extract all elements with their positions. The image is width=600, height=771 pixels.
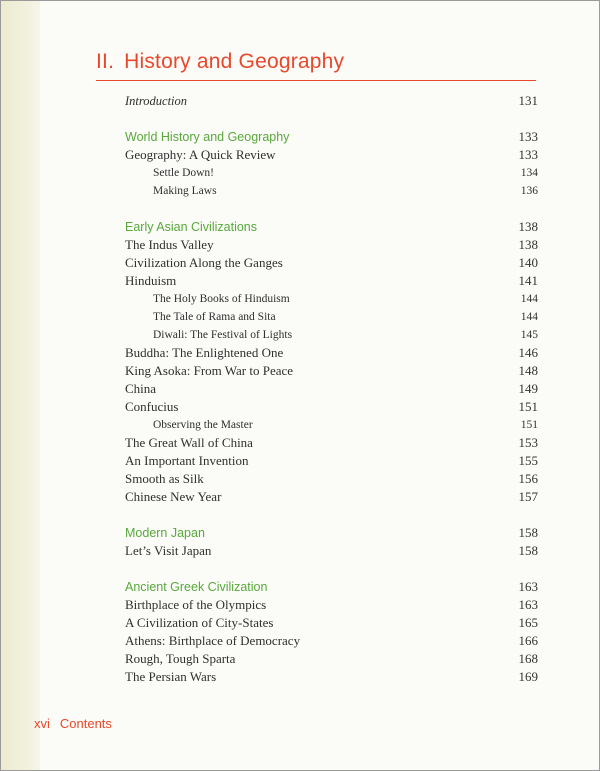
toc-entry-title: Buddha: The Enlightened One	[125, 345, 284, 360]
toc-entry-title: Chinese New Year	[125, 489, 222, 504]
toc-entry	[125, 380, 538, 398]
section-number: II.	[96, 50, 115, 73]
toc-page-number: 156	[518, 471, 538, 486]
toc-entry-title: Birthplace of the Olympics	[125, 597, 267, 612]
toc-entry	[125, 254, 538, 272]
toc-page-number: 146	[518, 345, 538, 360]
toc-entry	[125, 344, 538, 362]
toc-entry-title: Observing the Master	[153, 419, 253, 431]
toc-subentry	[125, 326, 538, 344]
toc-page-number: 140	[518, 255, 538, 270]
toc-page-number: 144	[520, 311, 538, 323]
toc-entry	[125, 236, 538, 254]
toc-page-number: 133	[518, 129, 538, 144]
toc-entry-title: Making Laws	[153, 185, 217, 197]
toc-page-number: 163	[518, 579, 538, 594]
toc-page-number: 169	[518, 669, 538, 684]
toc-entry-title: Settle Down!	[153, 167, 215, 179]
toc-section-heading	[125, 524, 538, 542]
section-name: History and Geography	[124, 50, 345, 73]
toc-entry-title: The Indus Valley	[125, 237, 214, 252]
toc-page-number: 141	[518, 273, 538, 288]
toc-entry-title: Early Asian Civilizations	[125, 220, 257, 234]
toc-entry-title: Ancient Greek Civilization	[125, 580, 268, 594]
toc-subentry	[125, 164, 538, 182]
toc-entry-title: Introduction	[125, 94, 188, 108]
toc-page-number: 168	[518, 651, 538, 666]
toc-spacer	[125, 560, 538, 578]
footer-page-number: xvi	[34, 716, 50, 731]
toc-page-number: 151	[520, 419, 538, 431]
toc-entry	[125, 632, 538, 650]
toc-entry-title: A Civilization of City-States	[125, 615, 274, 630]
toc-entry-title: Hinduism	[125, 273, 177, 288]
toc-section-heading	[125, 128, 538, 146]
toc-page-number: 145	[520, 329, 538, 341]
toc-entry	[125, 650, 538, 668]
toc-entry-title: World History and Geography	[125, 130, 290, 144]
toc-page-number: 165	[518, 615, 538, 630]
page-margin-strip	[0, 0, 40, 771]
toc-page-number: 158	[518, 543, 538, 558]
table-of-contents	[125, 92, 538, 686]
toc-entry-title: An Important Invention	[125, 453, 249, 468]
toc-section-heading	[125, 218, 538, 236]
toc-entry-title: The Great Wall of China	[125, 435, 253, 450]
toc-page-number: 138	[518, 219, 538, 234]
toc-page-number: 144	[520, 293, 538, 305]
toc-page-number: 158	[518, 525, 538, 540]
toc-entry-title: Diwali: The Festival of Lights	[153, 329, 293, 341]
toc-entry	[125, 434, 538, 452]
toc-page-number: 133	[518, 147, 538, 162]
page-footer	[34, 716, 112, 731]
toc-page-number: 149	[518, 381, 538, 396]
toc-entry	[125, 614, 538, 632]
toc-entry-title: Geography: A Quick Review	[125, 147, 276, 162]
toc-page-number: 155	[518, 453, 538, 468]
toc-page-number: 136	[520, 185, 538, 197]
toc-entry	[125, 362, 538, 380]
toc-page-number: 134	[520, 167, 538, 179]
toc-entry	[125, 398, 538, 416]
toc-subentry	[125, 416, 538, 434]
toc-spacer	[125, 200, 538, 218]
toc-entry-title: Smooth as Silk	[125, 471, 204, 486]
toc-spacer	[125, 110, 538, 128]
toc-entry-title: Confucius	[125, 399, 179, 414]
toc-entry-title: The Persian Wars	[125, 669, 217, 684]
toc-entry	[125, 452, 538, 470]
toc-page-number: 153	[518, 435, 538, 450]
toc-entry-title: China	[125, 381, 157, 396]
toc-entry-title: The Tale of Rama and Sita	[153, 311, 276, 323]
toc-entry	[125, 470, 538, 488]
toc-entry	[125, 596, 538, 614]
footer-label: Contents	[59, 716, 112, 731]
toc-entry-title: Let’s Visit Japan	[125, 543, 212, 558]
toc-subentry	[125, 290, 538, 308]
toc-entry-title: Modern Japan	[125, 526, 205, 540]
toc-entry-title: The Holy Books of Hinduism	[153, 293, 290, 305]
toc-entry-title: Civilization Along the Ganges	[125, 255, 283, 270]
toc-section-heading	[125, 578, 538, 596]
section-title	[96, 50, 344, 74]
toc-page-number: 166	[518, 633, 538, 648]
toc-entry	[125, 272, 538, 290]
toc-introduction	[125, 92, 538, 110]
toc-page-number: 131	[518, 93, 538, 108]
toc-entry-title: King Asoka: From War to Peace	[125, 363, 294, 378]
toc-entry	[125, 542, 538, 560]
toc-subentry	[125, 308, 538, 326]
title-rule	[96, 80, 536, 81]
toc-page-number: 157	[518, 489, 538, 504]
toc-subentry	[125, 182, 538, 200]
toc-entry-title: Athens: Birthplace of Democracy	[125, 633, 301, 648]
toc-entry	[125, 488, 538, 506]
toc-page-number: 148	[518, 363, 538, 378]
toc-entry	[125, 146, 538, 164]
toc-entry-title: Rough, Tough Sparta	[125, 651, 236, 666]
toc-spacer	[125, 506, 538, 524]
toc-page-number: 163	[518, 597, 538, 612]
toc-page-number: 138	[518, 237, 538, 252]
toc-entry	[125, 668, 538, 686]
toc-page-number: 151	[518, 399, 538, 414]
